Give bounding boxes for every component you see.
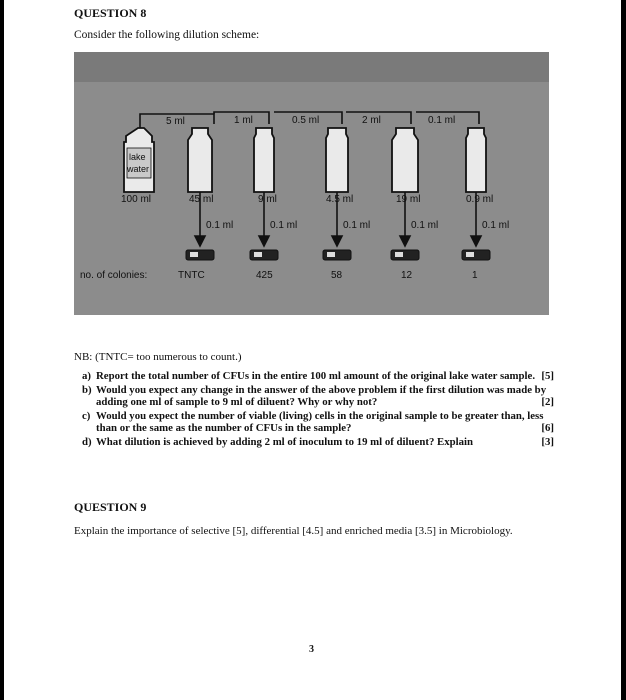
plated-volume-2: 0.1 ml [270, 220, 298, 231]
transfer-label-2: 1 ml [234, 115, 253, 126]
volume-label-6: 0.9 ml [466, 194, 494, 205]
colonies-label: no. of colonies: [80, 270, 148, 281]
transfer-label-1: 5 ml [166, 116, 185, 127]
item-marks: [5] [541, 370, 554, 382]
question-8-title: QUESTION 8 [74, 6, 147, 20]
question-8-intro: Consider the following dilution scheme: [74, 29, 260, 41]
question-8-items [82, 370, 554, 450]
item-letter: b) [82, 384, 92, 396]
lake-label: lake [129, 152, 146, 162]
item-marks: [6] [541, 422, 554, 434]
colony-count-5: 1 [472, 270, 478, 281]
dilution-tube-5 [466, 128, 486, 192]
nb-note: NB: (TNTC= too numerous to count.) [74, 351, 242, 363]
dilution-bottle-4 [392, 128, 418, 192]
volume-label-2: 45 ml [189, 194, 214, 205]
dilution-scheme-diagram [74, 52, 549, 315]
dilution-scheme-figure [74, 52, 549, 315]
question-9-text: Explain the importance of selective [5], differential [4.5] and enriched media [3.5] in Microbiology. [74, 525, 513, 537]
water-label: water [127, 164, 150, 174]
item-text: What dilution is achieved by adding 2 ml of inoculum to 19 ml of diluent? Explain [96, 436, 474, 448]
plated-volume-1: 0.1 ml [206, 220, 234, 231]
item-text: Would you expect the number of viable (living) cells in the original sample to be greater than, less than or the same as the number of CFUs in the sample? [96, 410, 544, 434]
question-8-item-c [82, 410, 554, 434]
question-9-title: QUESTION 9 [74, 500, 147, 514]
plated-volume-4: 0.1 ml [411, 220, 439, 231]
document-page [4, 0, 621, 700]
dilution-bottle-1 [188, 128, 212, 192]
question-8-item-a [82, 370, 554, 382]
colony-count-4: 12 [401, 270, 413, 281]
dilution-tube-3 [326, 128, 348, 192]
dilution-tube-2 [254, 128, 274, 192]
item-letter: d) [82, 436, 92, 448]
volume-label-4: 4.5 ml [326, 194, 354, 205]
item-marks: [2] [541, 396, 554, 408]
item-letter: c) [82, 410, 91, 422]
volume-label-1: 100 ml [121, 194, 152, 205]
item-letter: a) [82, 370, 91, 382]
question-8-item-d [82, 436, 554, 448]
colony-count-1: TNTC [178, 270, 205, 281]
plated-volume-5: 0.1 ml [482, 220, 510, 231]
page-number: 3 [309, 644, 314, 655]
transfer-label-5: 0.1 ml [428, 115, 456, 126]
plated-volume-3: 0.1 ml [343, 220, 371, 231]
volume-label-5: 19 ml [396, 194, 421, 205]
colony-count-2: 425 [256, 270, 273, 281]
question-8-item-b [82, 384, 554, 408]
transfer-label-4: 2 ml [362, 115, 381, 126]
item-text: Report the total number of CFUs in the entire 100 ml amount of the original lake water sample. [96, 370, 536, 382]
colony-count-3: 58 [331, 270, 343, 281]
item-text: Would you expect any change in the answer of the above problem if the first dilution was made by adding one ml of sample to 9 ml of diluent? Why or why not? [96, 384, 547, 408]
item-marks: [3] [541, 436, 554, 448]
volume-label-3: 9 ml [258, 194, 277, 205]
transfer-label-3: 0.5 ml [292, 115, 320, 126]
